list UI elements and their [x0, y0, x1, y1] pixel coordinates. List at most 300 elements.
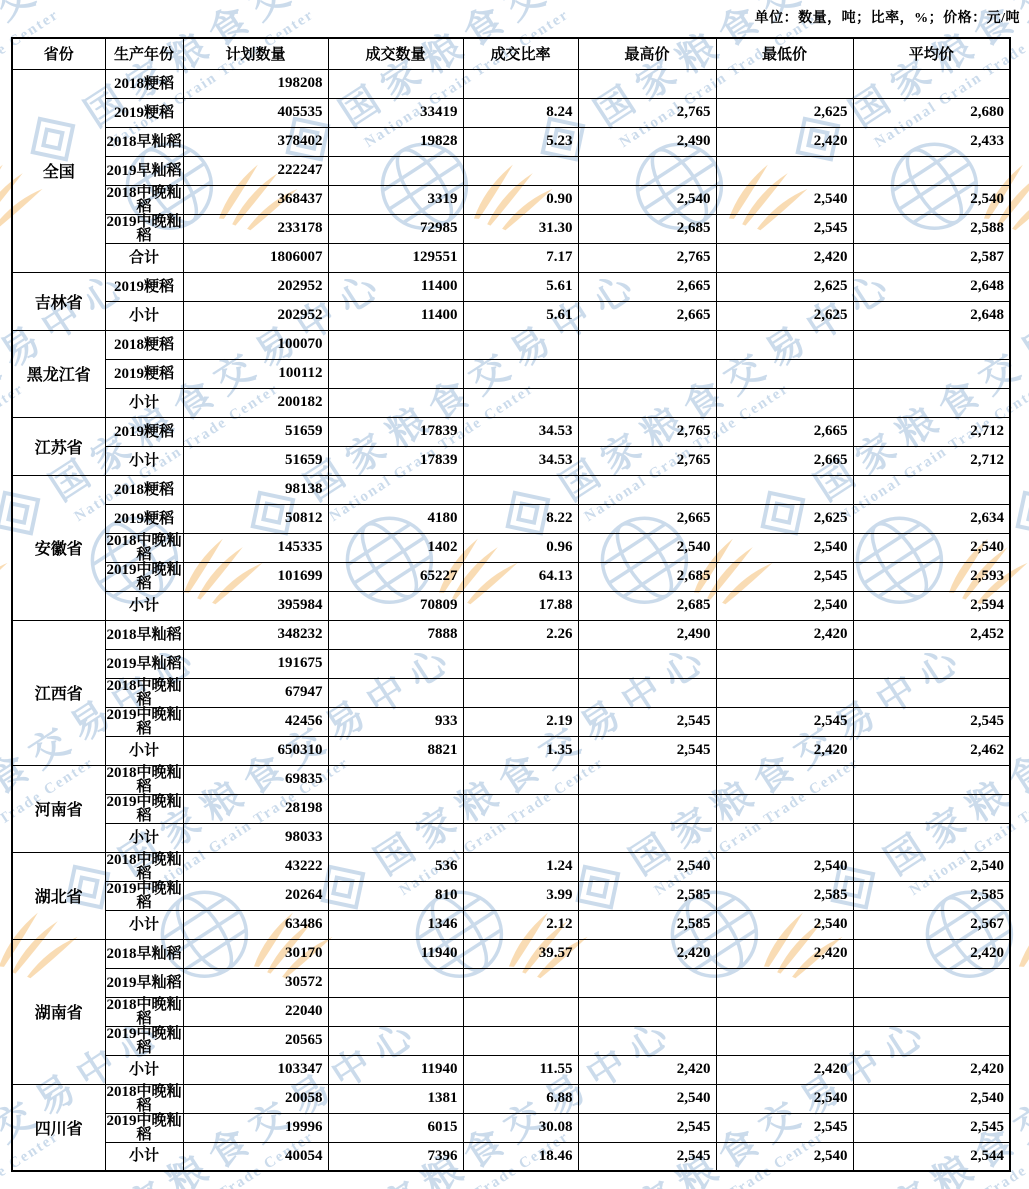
cell-lowest-price: 2,540: [716, 185, 853, 214]
cell-planned-quantity: 63486: [183, 910, 328, 939]
cell-planned-quantity: 101699: [183, 562, 328, 591]
cell-deal-quantity: [328, 1026, 463, 1055]
cell-average-price: [853, 156, 1010, 185]
cell-deal-quantity: 1402: [328, 533, 463, 562]
cell-deal-quantity: 536: [328, 852, 463, 881]
cell-planned-quantity: 368437: [183, 185, 328, 214]
cell-production-year: 小计: [105, 1142, 183, 1171]
cell-average-price: [853, 1026, 1010, 1055]
cell-production-year: 2018中晚籼稻: [106, 184, 182, 215]
cell-planned-quantity: 30170: [183, 939, 328, 968]
cell-production-year: 合计: [105, 243, 183, 272]
cell-lowest-price: [716, 823, 853, 852]
cell-average-price: [853, 330, 1010, 359]
cell-deal-quantity: 810: [328, 881, 463, 910]
cell-lowest-price: 2,420: [716, 736, 853, 765]
cell-deal-quantity: 11940: [328, 1055, 463, 1084]
cell-deal-ratio: 5.61: [463, 301, 578, 330]
cell-average-price: 2,680: [853, 98, 1010, 127]
table-row: [12, 69, 1010, 98]
cell-deal-ratio: 64.13: [463, 562, 578, 591]
table-row: [12, 388, 1010, 417]
cell-lowest-price: 2,540: [716, 591, 853, 620]
cell-production-year: 2019早籼稻: [105, 156, 183, 185]
cell-deal-ratio: [463, 968, 578, 997]
cell-deal-ratio: 31.30: [463, 214, 578, 243]
cell-average-price: 2,588: [853, 214, 1010, 243]
cell-highest-price: 2,420: [578, 939, 716, 968]
cell-deal-quantity: [328, 997, 463, 1026]
cell-highest-price: [578, 968, 716, 997]
table-row: [12, 620, 1010, 649]
cell-lowest-price: 2,540: [716, 852, 853, 881]
cell-production-year: 2018中晚籼稻: [106, 532, 182, 563]
cell-planned-quantity: 191675: [183, 649, 328, 678]
cell-deal-ratio: 0.96: [463, 533, 578, 562]
cell-deal-ratio: [463, 69, 578, 98]
cell-planned-quantity: 69835: [183, 765, 328, 794]
cell-deal-ratio: 30.08: [463, 1113, 578, 1142]
cell-production-year: 小计: [105, 446, 183, 475]
cell-deal-quantity: 3319: [328, 185, 463, 214]
table-row: [12, 939, 1010, 968]
cell-highest-price: [578, 794, 716, 823]
cell-highest-price: 2,665: [578, 301, 716, 330]
cell-lowest-price: 2,420: [716, 1055, 853, 1084]
cell-deal-quantity: 11400: [328, 272, 463, 301]
cell-deal-quantity: 8821: [328, 736, 463, 765]
table-row: [12, 243, 1010, 272]
cell-deal-quantity: [328, 823, 463, 852]
cell-lowest-price: [716, 388, 853, 417]
col-header-lowest-price: 最低价: [716, 38, 853, 69]
cell-production-year: 小计: [105, 591, 183, 620]
cell-lowest-price: [716, 649, 853, 678]
cell-deal-ratio: 34.53: [463, 446, 578, 475]
cell-deal-ratio: [463, 678, 578, 707]
cell-production-year: 2019早籼稻: [105, 649, 183, 678]
table-row: [12, 1026, 1010, 1055]
cell-highest-price: 2,665: [578, 504, 716, 533]
table-row: [12, 359, 1010, 388]
cell-deal-quantity: 72985: [328, 214, 463, 243]
table-row: [12, 678, 1010, 707]
cell-deal-quantity: [328, 330, 463, 359]
cell-average-price: 2,433: [853, 127, 1010, 156]
table-row: [12, 1142, 1010, 1171]
cell-highest-price: 2,765: [578, 243, 716, 272]
cell-planned-quantity: 51659: [183, 446, 328, 475]
cell-average-price: 2,452: [853, 620, 1010, 649]
cell-highest-price: 2,490: [578, 620, 716, 649]
cell-production-year: 小计: [105, 388, 183, 417]
table-row: [12, 272, 1010, 301]
cell-lowest-price: 2,540: [716, 1084, 853, 1113]
cell-planned-quantity: 405535: [183, 98, 328, 127]
table-row: [12, 794, 1010, 823]
cell-average-price: 2,634: [853, 504, 1010, 533]
header-row: [12, 38, 1010, 69]
cell-deal-quantity: [328, 156, 463, 185]
cell-planned-quantity: 198208: [183, 69, 328, 98]
cell-lowest-price: 2,420: [716, 243, 853, 272]
cell-highest-price: 2,540: [578, 533, 716, 562]
cell-lowest-price: 2,665: [716, 417, 853, 446]
cell-average-price: [853, 997, 1010, 1026]
cell-average-price: 2,594: [853, 591, 1010, 620]
cell-highest-price: [578, 765, 716, 794]
cell-lowest-price: 2,540: [716, 910, 853, 939]
cell-deal-quantity: 1346: [328, 910, 463, 939]
cell-production-year: 2019中晚籼稻: [106, 880, 182, 911]
cell-deal-ratio: [463, 649, 578, 678]
cell-province: 黑龙江省: [12, 330, 105, 417]
cell-highest-price: 2,490: [578, 127, 716, 156]
cell-highest-price: 2,545: [578, 1142, 716, 1171]
cell-planned-quantity: 650310: [183, 736, 328, 765]
cell-deal-ratio: 5.61: [463, 272, 578, 301]
cell-planned-quantity: 348232: [183, 620, 328, 649]
cell-deal-ratio: 34.53: [463, 417, 578, 446]
cell-lowest-price: 2,625: [716, 98, 853, 127]
cell-deal-quantity: [328, 765, 463, 794]
cell-production-year: 2018早籼稻: [105, 939, 183, 968]
cell-deal-quantity: 70809: [328, 591, 463, 620]
cell-province: 湖北省: [12, 852, 105, 939]
cell-deal-ratio: [463, 330, 578, 359]
cell-average-price: 2,420: [853, 1055, 1010, 1084]
cell-lowest-price: [716, 359, 853, 388]
cell-province: 安徽省: [12, 475, 105, 620]
cell-planned-quantity: 43222: [183, 852, 328, 881]
cell-highest-price: 2,540: [578, 852, 716, 881]
col-header-average-price: 平均价: [853, 38, 1010, 69]
table-row: [12, 997, 1010, 1026]
cell-deal-quantity: [328, 475, 463, 504]
cell-lowest-price: 2,545: [716, 562, 853, 591]
cell-planned-quantity: 20058: [183, 1084, 328, 1113]
cell-lowest-price: 2,625: [716, 272, 853, 301]
unit-note: 单位：数量，吨；比率，%；价格：元/吨: [754, 11, 1020, 26]
table-row: [12, 417, 1010, 446]
cell-deal-ratio: 7.17: [463, 243, 578, 272]
cell-production-year: 2019粳稻: [105, 272, 183, 301]
table-row: [12, 649, 1010, 678]
table-row: [12, 504, 1010, 533]
cell-lowest-price: [716, 475, 853, 504]
cell-deal-ratio: 39.57: [463, 939, 578, 968]
cell-average-price: 2,540: [853, 533, 1010, 562]
cell-average-price: [853, 475, 1010, 504]
table-row: [12, 968, 1010, 997]
grain-table-body: [12, 69, 1010, 1171]
cell-deal-quantity: [328, 388, 463, 417]
cell-production-year: 2019中晚籼稻: [106, 561, 182, 592]
table-row: [12, 330, 1010, 359]
cell-deal-ratio: 8.24: [463, 98, 578, 127]
cell-deal-ratio: 8.22: [463, 504, 578, 533]
cell-average-price: 2,545: [853, 1113, 1010, 1142]
cell-deal-ratio: 1.35: [463, 736, 578, 765]
cell-production-year: 2018粳稻: [105, 69, 183, 98]
cell-planned-quantity: 20264: [183, 881, 328, 910]
cell-highest-price: [578, 823, 716, 852]
cell-planned-quantity: 67947: [183, 678, 328, 707]
cell-planned-quantity: 145335: [183, 533, 328, 562]
cell-average-price: [853, 765, 1010, 794]
cell-planned-quantity: 200182: [183, 388, 328, 417]
cell-deal-quantity: 11940: [328, 939, 463, 968]
cell-deal-ratio: [463, 156, 578, 185]
table-row: [12, 823, 1010, 852]
cell-lowest-price: 2,665: [716, 446, 853, 475]
table-row: [12, 475, 1010, 504]
cell-lowest-price: [716, 765, 853, 794]
cell-planned-quantity: 395984: [183, 591, 328, 620]
cell-production-year: 2019中晚籼稻: [106, 1112, 182, 1143]
table-row: [12, 1055, 1010, 1084]
cell-highest-price: 2,685: [578, 214, 716, 243]
cell-highest-price: [578, 156, 716, 185]
cell-province: 全国: [12, 69, 105, 272]
cell-average-price: [853, 359, 1010, 388]
table-row: [12, 736, 1010, 765]
cell-province: 河南省: [12, 765, 105, 852]
cell-deal-ratio: 2.12: [463, 910, 578, 939]
cell-lowest-price: [716, 1026, 853, 1055]
cell-average-price: 2,593: [853, 562, 1010, 591]
cell-highest-price: 2,765: [578, 417, 716, 446]
table-row: [12, 591, 1010, 620]
cell-deal-ratio: [463, 765, 578, 794]
cell-lowest-price: [716, 997, 853, 1026]
cell-planned-quantity: 103347: [183, 1055, 328, 1084]
cell-deal-quantity: 7888: [328, 620, 463, 649]
cell-lowest-price: [716, 794, 853, 823]
cell-deal-ratio: [463, 388, 578, 417]
cell-highest-price: [578, 69, 716, 98]
col-header-province: 省份: [12, 38, 105, 69]
cell-highest-price: 2,540: [578, 185, 716, 214]
table-row: [12, 707, 1010, 736]
table-row: [12, 98, 1010, 127]
cell-highest-price: [578, 330, 716, 359]
cell-lowest-price: 2,540: [716, 1142, 853, 1171]
table-row: [12, 562, 1010, 591]
cell-lowest-price: 2,585: [716, 881, 853, 910]
cell-highest-price: [578, 678, 716, 707]
cell-production-year: 2018粳稻: [105, 475, 183, 504]
table-row: [12, 533, 1010, 562]
cell-average-price: [853, 388, 1010, 417]
table-row: [12, 881, 1010, 910]
cell-average-price: 2,712: [853, 446, 1010, 475]
cell-deal-quantity: 1381: [328, 1084, 463, 1113]
cell-average-price: [853, 69, 1010, 98]
cell-average-price: 2,540: [853, 1084, 1010, 1113]
cell-lowest-price: [716, 330, 853, 359]
cell-lowest-price: [716, 69, 853, 98]
cell-province: 江苏省: [12, 417, 105, 475]
cell-deal-quantity: 7396: [328, 1142, 463, 1171]
cell-deal-ratio: [463, 359, 578, 388]
cell-deal-ratio: 5.23: [463, 127, 578, 156]
cell-deal-quantity: [328, 69, 463, 98]
cell-deal-quantity: 17839: [328, 446, 463, 475]
table-row: [12, 1113, 1010, 1142]
col-header-deal-ratio: 成交比率: [463, 38, 578, 69]
cell-deal-quantity: 17839: [328, 417, 463, 446]
cell-deal-ratio: 11.55: [463, 1055, 578, 1084]
cell-lowest-price: 2,545: [716, 1113, 853, 1142]
cell-average-price: [853, 823, 1010, 852]
cell-production-year: 2018中晚籼稻: [106, 764, 182, 795]
cell-highest-price: 2,540: [578, 1084, 716, 1113]
cell-production-year: 2019粳稻: [105, 504, 183, 533]
cell-highest-price: [578, 359, 716, 388]
cell-lowest-price: 2,545: [716, 214, 853, 243]
cell-lowest-price: 2,625: [716, 504, 853, 533]
cell-lowest-price: [716, 156, 853, 185]
cell-average-price: 2,648: [853, 301, 1010, 330]
cell-lowest-price: [716, 678, 853, 707]
cell-production-year: 2018早籼稻: [105, 620, 183, 649]
cell-average-price: 2,462: [853, 736, 1010, 765]
cell-deal-quantity: 33419: [328, 98, 463, 127]
cell-average-price: [853, 649, 1010, 678]
cell-planned-quantity: 98138: [183, 475, 328, 504]
cell-planned-quantity: 233178: [183, 214, 328, 243]
cell-average-price: 2,540: [853, 852, 1010, 881]
cell-planned-quantity: 28198: [183, 794, 328, 823]
cell-deal-quantity: 933: [328, 707, 463, 736]
cell-deal-ratio: 2.19: [463, 707, 578, 736]
cell-average-price: 2,585: [853, 881, 1010, 910]
cell-deal-quantity: [328, 649, 463, 678]
cell-production-year: 2018早籼稻: [105, 127, 183, 156]
cell-production-year: 2019中晚籼稻: [106, 706, 182, 737]
grain-price-table: [11, 37, 1011, 1172]
cell-deal-ratio: 2.26: [463, 620, 578, 649]
col-header-planned-quantity: 计划数量: [183, 38, 328, 69]
cell-deal-ratio: [463, 475, 578, 504]
cell-deal-quantity: 6015: [328, 1113, 463, 1142]
cell-highest-price: 2,420: [578, 1055, 716, 1084]
col-header-production-year: 生产年份: [105, 38, 183, 69]
cell-production-year: 2018中晚籼稻: [106, 677, 182, 708]
cell-highest-price: [578, 1026, 716, 1055]
cell-highest-price: 2,685: [578, 562, 716, 591]
cell-lowest-price: 2,625: [716, 301, 853, 330]
cell-deal-ratio: [463, 823, 578, 852]
table-row: [12, 765, 1010, 794]
col-header-deal-quantity: 成交数量: [328, 38, 463, 69]
cell-province: 吉林省: [12, 272, 105, 330]
cell-planned-quantity: 1806007: [183, 243, 328, 272]
cell-average-price: [853, 794, 1010, 823]
cell-deal-ratio: [463, 794, 578, 823]
cell-lowest-price: 2,420: [716, 939, 853, 968]
cell-planned-quantity: 202952: [183, 272, 328, 301]
cell-highest-price: 2,545: [578, 707, 716, 736]
cell-deal-quantity: 19828: [328, 127, 463, 156]
cell-deal-ratio: 18.46: [463, 1142, 578, 1171]
cell-production-year: 小计: [105, 823, 183, 852]
cell-average-price: 2,420: [853, 939, 1010, 968]
cell-average-price: 2,712: [853, 417, 1010, 446]
cell-production-year: 2019中晚籼稻: [106, 213, 182, 244]
cell-planned-quantity: 40054: [183, 1142, 328, 1171]
cell-planned-quantity: 20565: [183, 1026, 328, 1055]
cell-deal-ratio: 6.88: [463, 1084, 578, 1113]
cell-planned-quantity: 19996: [183, 1113, 328, 1142]
cell-average-price: 2,540: [853, 185, 1010, 214]
cell-lowest-price: 2,545: [716, 707, 853, 736]
cell-planned-quantity: 98033: [183, 823, 328, 852]
col-header-highest-price: 最高价: [578, 38, 716, 69]
cell-planned-quantity: 42456: [183, 707, 328, 736]
cell-highest-price: 2,665: [578, 272, 716, 301]
cell-highest-price: 2,765: [578, 98, 716, 127]
cell-average-price: 2,545: [853, 707, 1010, 736]
cell-production-year: 小计: [105, 910, 183, 939]
table-row: [12, 446, 1010, 475]
cell-deal-ratio: 1.24: [463, 852, 578, 881]
cell-production-year: 2019粳稻: [105, 417, 183, 446]
table-row: [12, 156, 1010, 185]
cell-production-year: 小计: [105, 301, 183, 330]
cell-deal-quantity: [328, 968, 463, 997]
cell-highest-price: [578, 388, 716, 417]
cell-production-year: 小计: [105, 1055, 183, 1084]
cell-deal-quantity: [328, 794, 463, 823]
cell-deal-ratio: [463, 997, 578, 1026]
table-row: [12, 301, 1010, 330]
cell-production-year: 2018粳稻: [105, 330, 183, 359]
table-row: [12, 910, 1010, 939]
cell-production-year: 2018中晚籼稻: [106, 996, 182, 1027]
cell-planned-quantity: 222247: [183, 156, 328, 185]
cell-highest-price: [578, 649, 716, 678]
cell-highest-price: 2,765: [578, 446, 716, 475]
cell-average-price: [853, 968, 1010, 997]
cell-highest-price: [578, 475, 716, 504]
table-row: [12, 1084, 1010, 1113]
cell-deal-quantity: 4180: [328, 504, 463, 533]
cell-highest-price: 2,685: [578, 591, 716, 620]
cell-average-price: 2,544: [853, 1142, 1010, 1171]
cell-average-price: 2,567: [853, 910, 1010, 939]
cell-highest-price: 2,585: [578, 910, 716, 939]
cell-production-year: 2019中晚籼稻: [106, 793, 182, 824]
cell-deal-ratio: 0.90: [463, 185, 578, 214]
cell-average-price: [853, 678, 1010, 707]
cell-deal-quantity: 129551: [328, 243, 463, 272]
cell-deal-quantity: [328, 359, 463, 388]
cell-highest-price: 2,545: [578, 1113, 716, 1142]
cell-lowest-price: [716, 968, 853, 997]
cell-deal-quantity: 65227: [328, 562, 463, 591]
cell-planned-quantity: 50812: [183, 504, 328, 533]
cell-deal-ratio: 3.99: [463, 881, 578, 910]
cell-average-price: 2,648: [853, 272, 1010, 301]
cell-lowest-price: 2,420: [716, 127, 853, 156]
cell-province: 湖南省: [12, 939, 105, 1084]
cell-province: 江西省: [12, 620, 105, 765]
cell-production-year: 2018中晚籼稻: [106, 851, 182, 882]
cell-deal-quantity: [328, 678, 463, 707]
cell-average-price: 2,587: [853, 243, 1010, 272]
